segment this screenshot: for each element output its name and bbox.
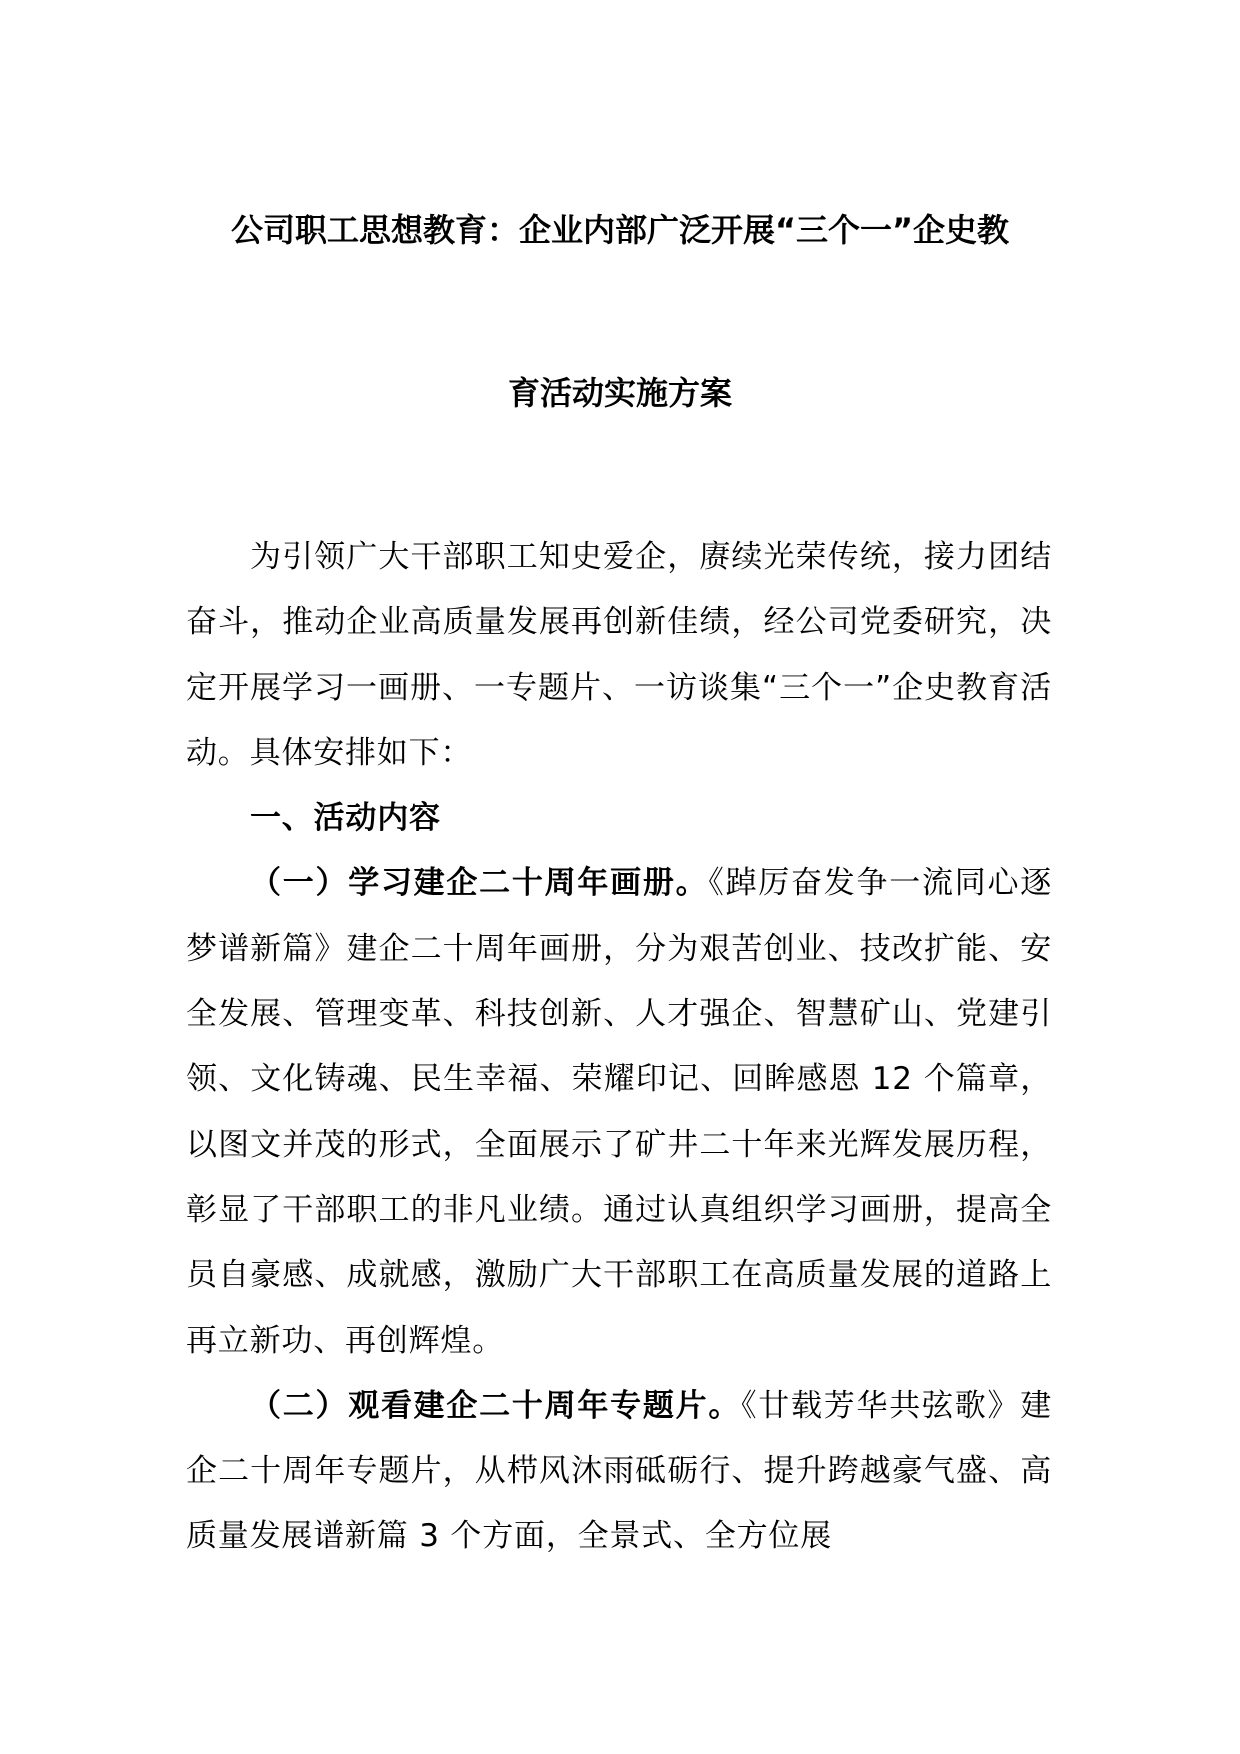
document-title-line-1: 公司职工思想教育：企业内部广泛开展“三个一”企史教 [230,211,1010,249]
document-body [186,525,1052,1570]
document-title-line-2: 育活动实施方案 [507,374,732,412]
item-paragraph-2 [186,1374,1052,1570]
item-body-1: 《踔厉奋发争一流同心逐梦谱新篇》建企二十周年画册，分为艰苦创业、技改扩能、安全发展、管理变革、科技创新、人才强企、智慧矿山、党建引领、文化铸魂、民生幸福、荣耀印记、回眸感恩 12 个篇章，以图文并茂的形式，全面展示了矿井二十年来光辉发展历程，彰显了干部职工的非凡业绩。通过认真组织学习画册，提高全员自豪感、成就感，激励广大干部职工在高质量发展的道路上再立新功、再创辉煌。 [186,865,1052,1359]
item-body-2: 《廿载芳华共弦歌》建企二十周年专题片，从栉风沐雨砥砺行、提升跨越豪气盛、高质量发展谱新篇 3 个方面，全景式、全方位展 [186,1387,1052,1555]
item-heading-2: （二）观看建企二十周年专题片。 [250,1387,742,1424]
section-heading-activity-content: 一、活动内容 [250,800,441,837]
intro-paragraph: 为引领广大干部职工知史爱企，赓续光荣传统，接力团结奋斗，推动企业高质量发展再创新佳绩，经公司党委研究，决定开展学习一画册、一专题片、一访谈集“三个一”企史教育活动。具体安排如下： [186,539,1052,771]
item-heading-1: （一）学习建企二十周年画册。 [250,865,709,902]
item-paragraph-1 [186,851,1052,1373]
